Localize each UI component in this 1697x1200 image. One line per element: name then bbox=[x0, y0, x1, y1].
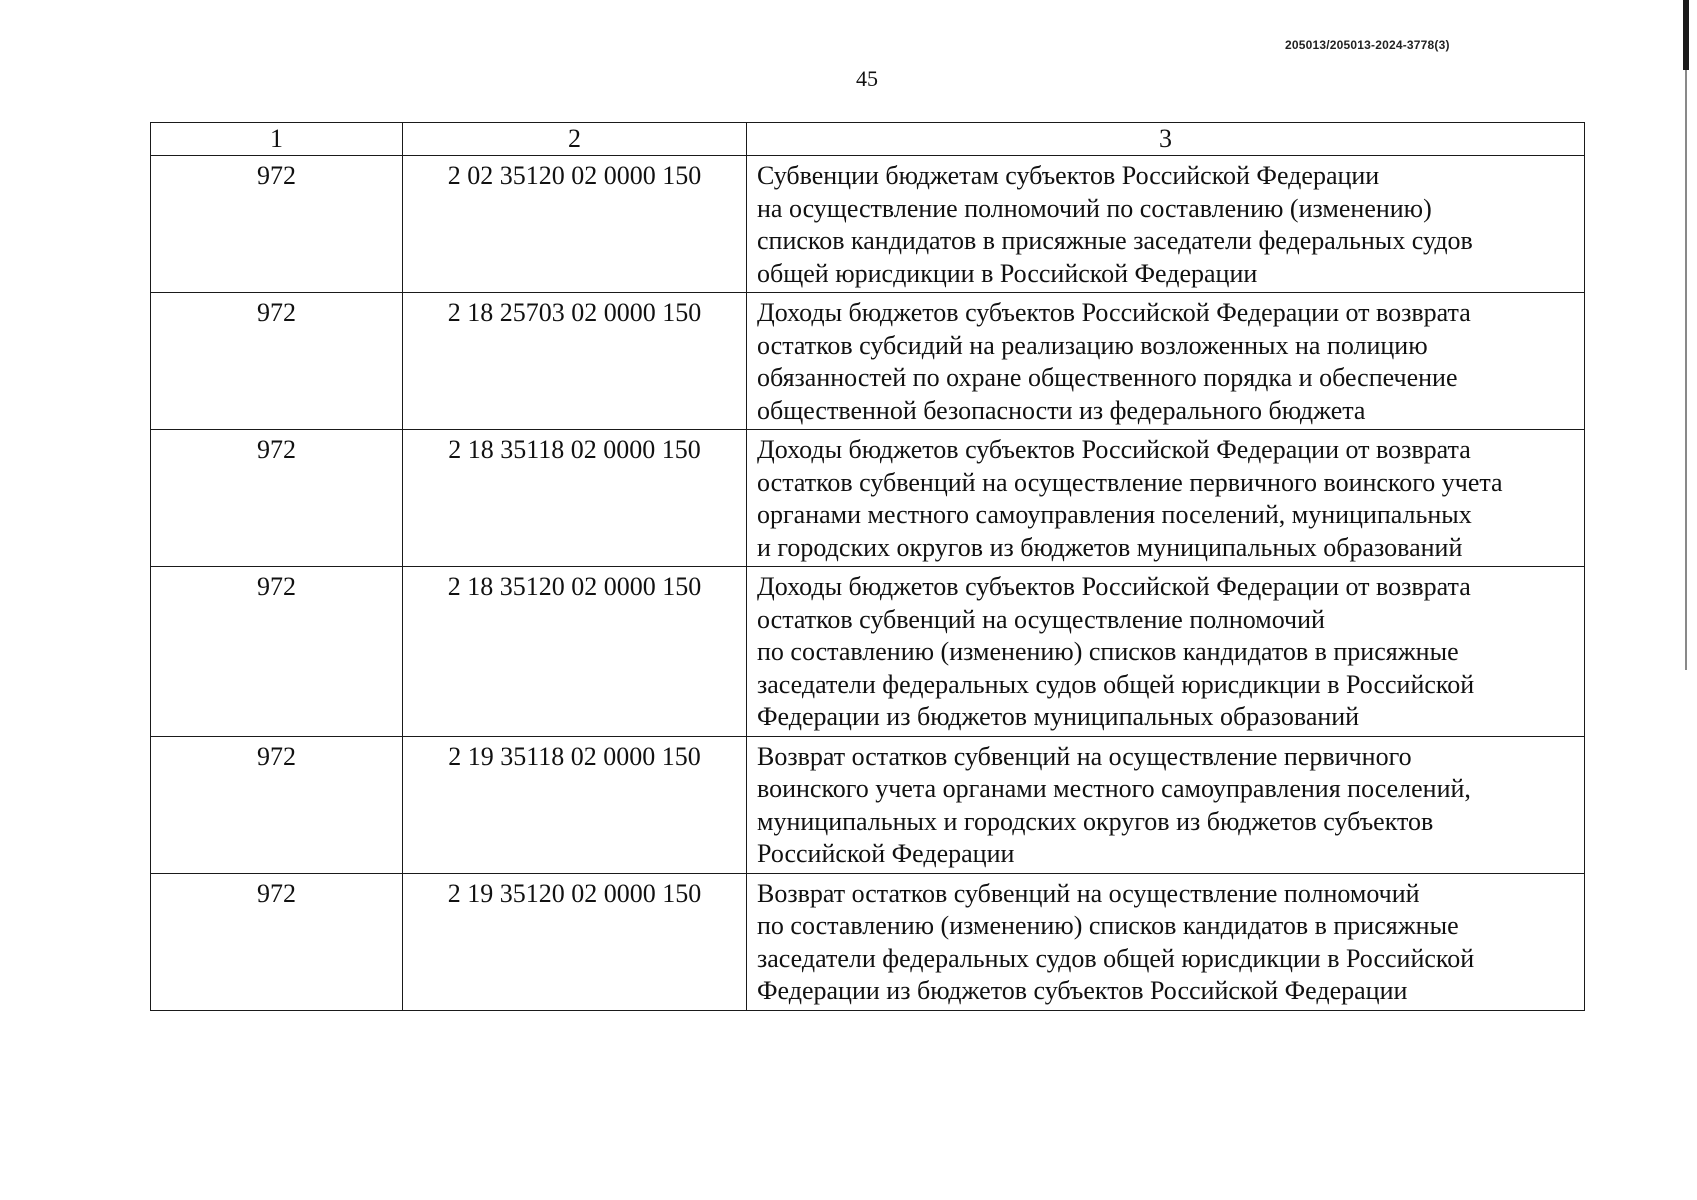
page-number: 45 bbox=[856, 66, 878, 91]
income-name-cell bbox=[747, 873, 1585, 1010]
income-name-line: Доходы бюджетов субъектов Российской Федерации от возврата bbox=[757, 298, 1471, 327]
table-row bbox=[151, 293, 1585, 430]
income-code-cell: 2 18 35120 02 0000 150 bbox=[403, 567, 747, 737]
income-name-line: заседатели федеральных судов общей юрисдикции в Российской bbox=[757, 669, 1475, 699]
income-name-line: по составлению (изменению) списков кандидатов в присяжные bbox=[757, 637, 1459, 666]
income-code-cell: 2 02 35120 02 0000 150 bbox=[403, 156, 747, 293]
income-name-cell bbox=[747, 567, 1585, 737]
budget-classification-table bbox=[150, 122, 1585, 1011]
income-name-cell bbox=[747, 736, 1585, 873]
admin-code-cell: 972 bbox=[151, 156, 403, 293]
income-code-cell: 2 19 35120 02 0000 150 bbox=[403, 873, 747, 1010]
column-header-2: 2 bbox=[403, 123, 747, 156]
income-name-line: Субвенции бюджетам субъектов Российской Федерации bbox=[757, 161, 1380, 190]
income-code-cell: 2 18 25703 02 0000 150 bbox=[403, 293, 747, 430]
income-name-line: общей юрисдикции в Российской Федерации bbox=[757, 258, 1258, 288]
income-name-line: органами местного самоуправления поселений, муниципальных bbox=[757, 500, 1472, 529]
column-header-3: 3 bbox=[747, 123, 1585, 156]
income-name-line: заседатели федеральных судов общей юрисдикции в Российской bbox=[757, 943, 1475, 973]
income-name-line: воинского учета органами местного самоуправления поселений, bbox=[757, 774, 1471, 803]
table-row bbox=[151, 567, 1585, 737]
income-code-cell: 2 19 35118 02 0000 150 bbox=[403, 736, 747, 873]
income-name-line: Доходы бюджетов субъектов Российской Федерации от возврата bbox=[757, 435, 1471, 464]
column-header-1: 1 bbox=[151, 123, 403, 156]
table-body bbox=[151, 156, 1585, 1011]
income-name-cell bbox=[747, 156, 1585, 293]
table-row bbox=[151, 156, 1585, 293]
table-row bbox=[151, 736, 1585, 873]
admin-code-cell: 972 bbox=[151, 430, 403, 567]
document-id: 205013/205013-2024-3778(3) bbox=[1285, 38, 1450, 52]
admin-code-cell: 972 bbox=[151, 736, 403, 873]
income-name-line: остатков субвенций на осуществление первичного воинского учета bbox=[757, 467, 1503, 497]
income-name-line: остатков субвенций на осуществление полномочий bbox=[757, 604, 1325, 634]
income-name-cell bbox=[747, 293, 1585, 430]
scan-edge-line bbox=[1685, 70, 1687, 670]
income-name-line: по составлению (изменению) списков кандидатов в присяжные bbox=[757, 911, 1459, 940]
admin-code-cell: 972 bbox=[151, 293, 403, 430]
admin-code-cell: 972 bbox=[151, 873, 403, 1010]
income-name-line: на осуществление полномочий по составлению (изменению) bbox=[757, 193, 1432, 223]
income-name-cell bbox=[747, 430, 1585, 567]
income-name-line: Возврат остатков субвенций на осуществление первичного bbox=[757, 741, 1412, 771]
income-name-line: остатков субсидий на реализацию возложенных на полицию bbox=[757, 330, 1428, 360]
income-name-line: Доходы бюджетов субъектов Российской Федерации от возврата bbox=[757, 572, 1471, 601]
income-name-line: Федерации из бюджетов субъектов Российской Федерации bbox=[757, 976, 1408, 1005]
table-row bbox=[151, 430, 1585, 567]
income-name-line: списков кандидатов в присяжные заседатели федеральных судов bbox=[757, 226, 1473, 255]
table-header-row bbox=[151, 123, 1585, 156]
scan-edge-mark bbox=[1683, 0, 1689, 70]
income-name-line: муниципальных и городских округов из бюджетов субъектов bbox=[757, 806, 1434, 836]
income-name-line: общественной безопасности из федерального бюджета bbox=[757, 395, 1366, 425]
income-name-line: Возврат остатков субвенций на осуществление полномочий bbox=[757, 878, 1420, 908]
table-row bbox=[151, 873, 1585, 1010]
admin-code-cell: 972 bbox=[151, 567, 403, 737]
income-name-line: и городских округов из бюджетов муниципальных образований bbox=[757, 532, 1463, 562]
income-name-line: Российской Федерации bbox=[757, 839, 1015, 868]
income-code-cell: 2 18 35118 02 0000 150 bbox=[403, 430, 747, 567]
income-name-line: обязанностей по охране общественного порядка и обеспечение bbox=[757, 363, 1458, 392]
income-name-line: Федерации из бюджетов муниципальных образований bbox=[757, 702, 1360, 731]
